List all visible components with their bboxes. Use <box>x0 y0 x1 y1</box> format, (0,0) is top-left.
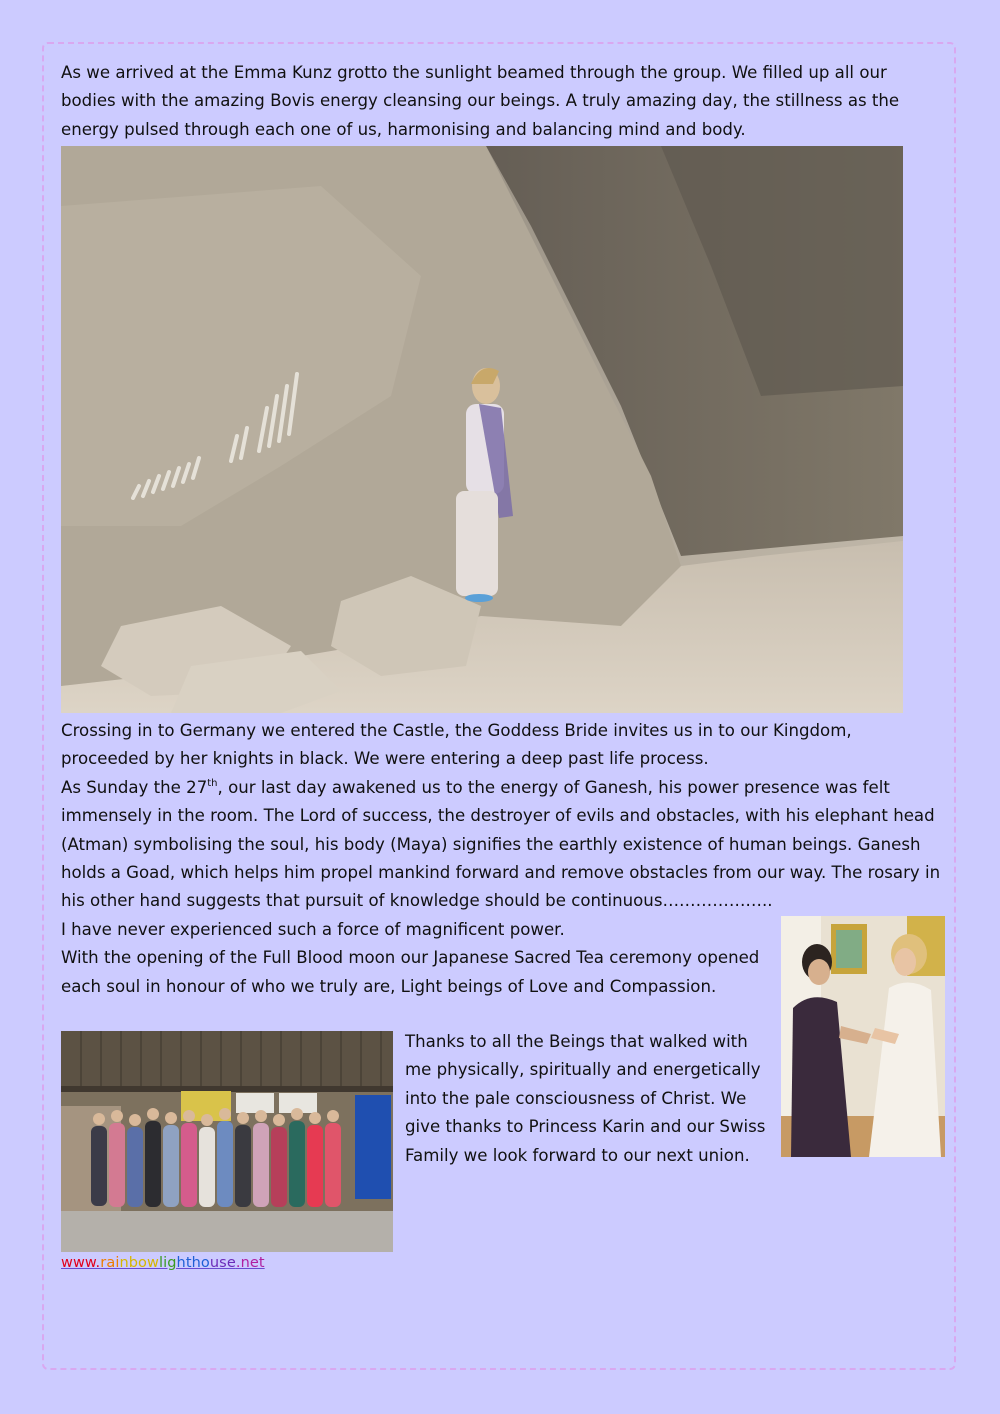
website-link[interactable]: www.rainbowlighthouse.net <box>61 1255 265 1271</box>
tea-ceremony-paragraph: With the opening of the Full Blood moon our Japanese Sacred Tea ceremony opened each soul in honour of who we truly are, Light beings of Love and Compassion. <box>61 948 760 996</box>
castle-paragraph: Crossing in to Germany we entered the Castle, the Goddess Bride invites us in to our Kingdom, proceeded by her knights in black. We were entering a deep past life process. <box>61 721 852 769</box>
ganesh-paragraph: As Sunday the 27th, our last day awakened us to the energy of Ganesh, his power presence was felt immensely in the room. The Lord of success, the destroyer of evils and obstacles, with his elephant head (Atman) symbolising the soul, his body (Maya) signifies the earthly existence of human beings. Ganesh holds a Goad, which helps him propel mankind forward and remove obstacles from our way. The rosary in his other hand suggests that pursuit of knowledge should be continuous……………….. <box>61 777 941 911</box>
grotto-photo <box>61 146 903 713</box>
group-photo <box>61 1031 393 1252</box>
ordinal-suffix: th <box>207 777 218 789</box>
power-line: I have never experienced such a force of magnificent power. <box>61 919 565 939</box>
intro-paragraph: As we arrived at the Emma Kunz grotto the sunlight beamed through the group. We filled up all our bodies with the amazing Bovis energy cleansing our beings. A truly amazing day, the stillness as the energy pulsed through each one of us, harmonising and balancing mind and body. <box>61 63 900 139</box>
tea-ceremony-photo <box>781 916 945 1157</box>
thanks-paragraph: Thanks to all the Beings that walked with me physically, spiritually and energetically into the pale consciousness of Christ. We give thanks to Princess Karin and our Swiss Family we look forward to our next union. <box>405 1032 766 1165</box>
